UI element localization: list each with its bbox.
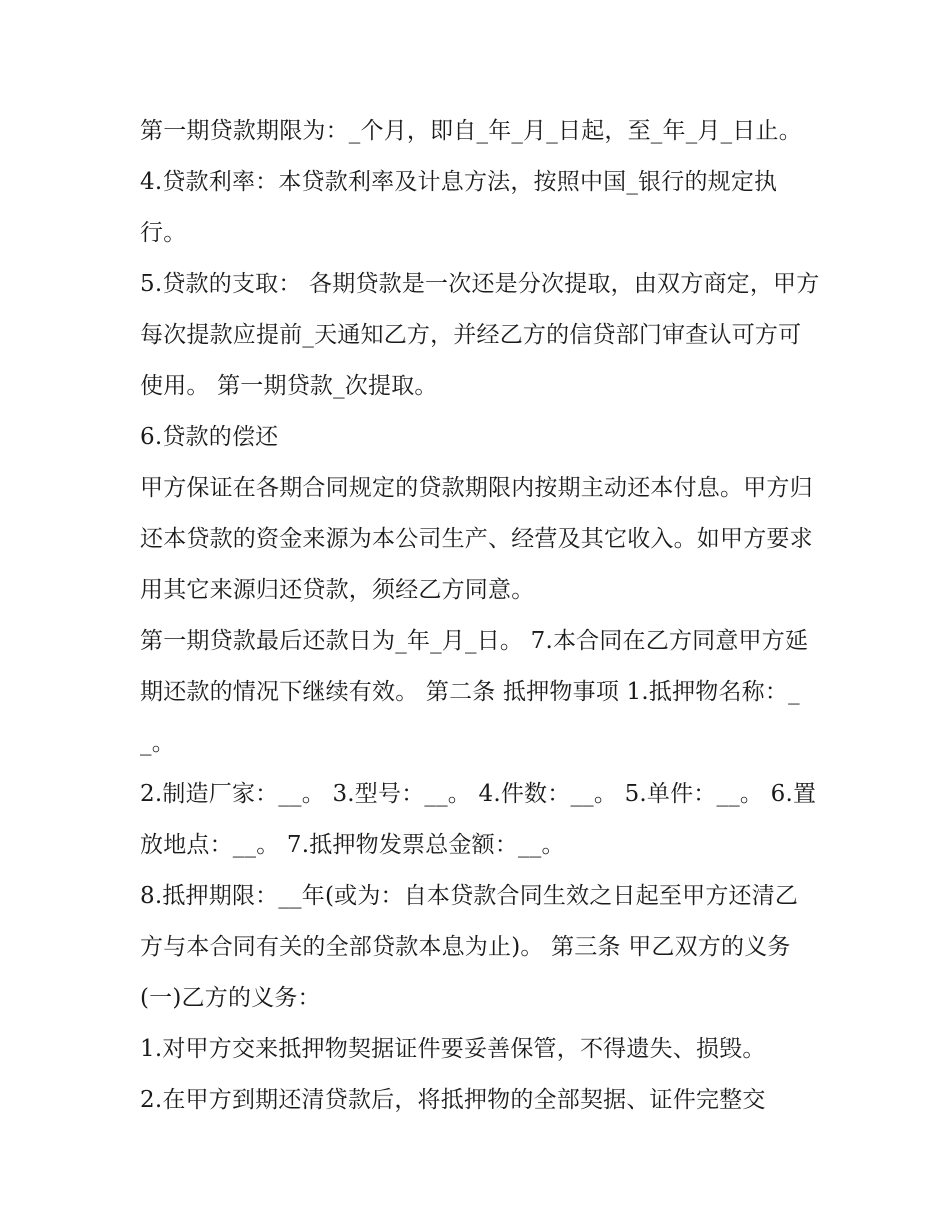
paragraph-loan-withdrawal: 5.贷款的支取： 各期贷款是一次还是分次提取，由双方商定，甲方每次提款应提前_天通知乙方，并经乙方的信贷部门审查认可方可使用。 第一期贷款_次提取。: [140, 271, 820, 399]
paragraph-collateral-details: 2.制造厂家：__。 3.型号：__。 4.件数：__。 5.单件：__。 6.置放地点：__。 7.抵押物发票总金额：__。: [140, 781, 817, 858]
document-page: [140, 106, 820, 1126]
paragraph-obligation-2: 2.在甲方到期还清贷款后，将抵押物的全部契据、证件完整交: [140, 1087, 766, 1113]
paragraph-repayment-guarantee: 甲方保证在各期合同规定的贷款期限内按期主动还本付息。甲方归还本贷款的资金来源为本公司生产、经营及其它收入。如甲方要求用其它来源归还贷款，须经乙方同意。: [140, 475, 813, 603]
paragraph-loan-term: 第一期贷款期限为：_个月，即自_年_月_日起，至_年_月_日止。 4.贷款利率：本贷款利率及计息方法，按照中国_银行的规定执行。: [140, 118, 802, 246]
paragraph-mortgage-term: 8.抵押期限：__年(或为：自本贷款合同生效之日起至甲方还清乙方与本合同有关的全部贷款本息为止)。 第三条 甲乙双方的义务 (一)乙方的义务：: [140, 883, 799, 1011]
paragraph-repayment-heading: 6.贷款的偿还: [140, 424, 279, 450]
paragraph-obligation-1: 1.对甲方交来抵押物契据证件要妥善保管，不得遗失、损毁。: [140, 1036, 766, 1062]
paragraph-collateral-items: 第一期贷款最后还款日为_年_月_日。 7.本合同在乙方同意甲方延期还款的情况下继续有效。 第二条 抵押物事项 1.抵押物名称：__。: [140, 628, 809, 756]
